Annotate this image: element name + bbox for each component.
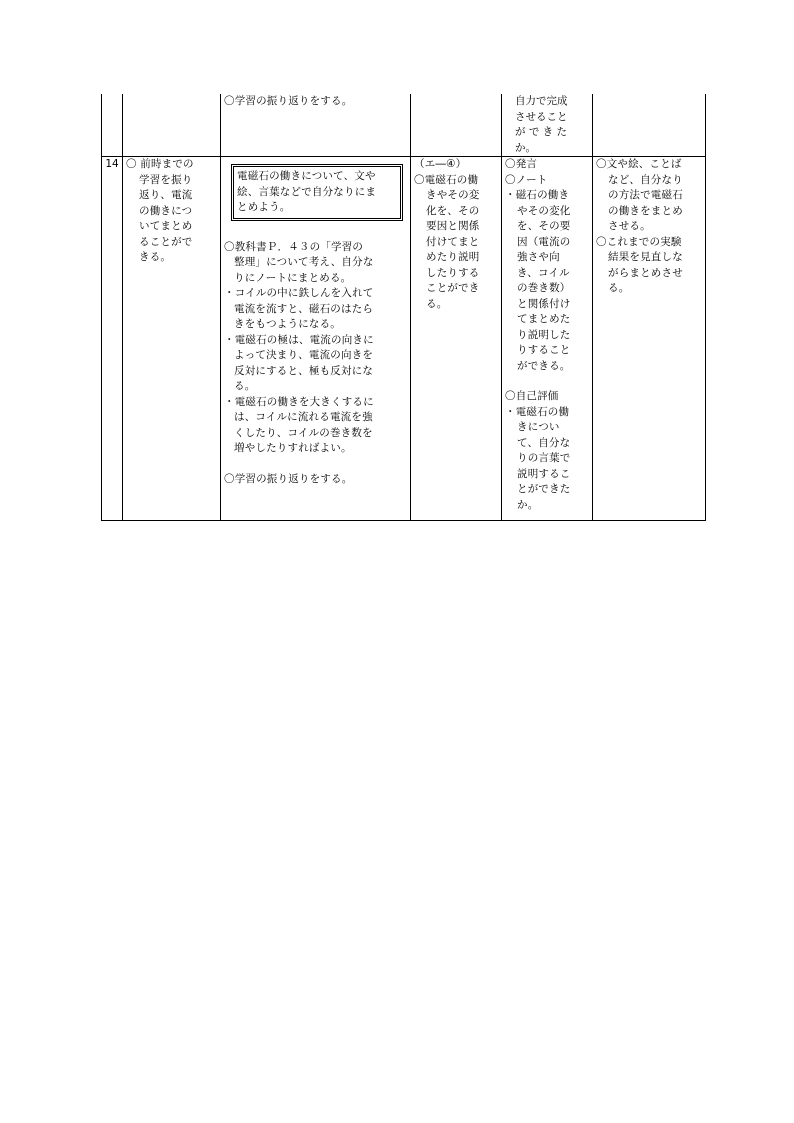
objective-line: 返り、電流 bbox=[139, 189, 193, 201]
support-cell bbox=[593, 157, 706, 521]
activity-line: 〇教科書Ｐ．４３の「学習の bbox=[224, 240, 364, 253]
activity-cell bbox=[221, 94, 411, 157]
evaluation-line: か。 bbox=[515, 141, 536, 154]
criterion-line: ことができ bbox=[426, 282, 480, 294]
criterion-cell bbox=[411, 94, 502, 157]
criterion-line: 要因と関係 bbox=[426, 220, 480, 232]
topic-line: とめよう。 bbox=[237, 201, 291, 213]
criterion-line: 〇電磁石の働 bbox=[414, 173, 479, 186]
activity-line: 増やしたりすればよい。 bbox=[234, 442, 352, 454]
activity-line: 〇学習の振り返りをする。 bbox=[224, 472, 353, 485]
evaluation-line: させること bbox=[515, 110, 568, 123]
objective-line: いてまとめ bbox=[139, 220, 193, 232]
criterion-line: る。 bbox=[426, 297, 448, 310]
evaluation-line: の巻き数） bbox=[517, 282, 571, 294]
objective-line: ることがで bbox=[139, 235, 193, 248]
support-line: 〇これまでの実験 bbox=[596, 235, 682, 248]
evaluation-line: ・磁石の働き bbox=[505, 189, 570, 201]
evaluation-line: りの言葉で bbox=[517, 452, 571, 464]
evaluation-line: ができる。 bbox=[517, 359, 571, 372]
evaluation-line: か。 bbox=[517, 498, 539, 511]
activity-item bbox=[224, 395, 407, 457]
evaluation-line: ・電磁石の働 bbox=[505, 405, 570, 418]
support-line: 〇文や絵、ことば bbox=[596, 158, 682, 170]
evaluation-line: が で き た bbox=[515, 126, 568, 138]
criterion-line: したりする bbox=[426, 266, 480, 279]
criterion-line: めたり説明 bbox=[426, 251, 480, 263]
topic-line: 電磁石の働きについて、文や bbox=[237, 170, 376, 182]
table-row bbox=[102, 94, 706, 157]
objective-line: 〇 前時までの bbox=[126, 158, 194, 170]
evaluation-line: とができた bbox=[517, 483, 571, 495]
activity-line: ・電磁石の働きを大きくするに bbox=[224, 395, 374, 408]
lesson-topic-box bbox=[231, 164, 403, 221]
objective-cell bbox=[123, 94, 221, 157]
support-line: る。 bbox=[608, 282, 630, 294]
objective-cell bbox=[123, 157, 221, 521]
evaluation-line: 〇自己評価 bbox=[505, 390, 559, 402]
evaluation-line: やその変化 bbox=[517, 204, 571, 217]
support-line: 結果を見直しな bbox=[608, 251, 683, 263]
evaluation-line: きについ bbox=[517, 421, 560, 433]
activity-line: ・コイルの中に鉄しんを入れて bbox=[224, 287, 374, 299]
evaluation-cell bbox=[502, 157, 593, 521]
activity-item bbox=[224, 286, 407, 333]
lesson-number: 14 bbox=[105, 158, 119, 170]
criterion-code: （エ―④） bbox=[414, 158, 467, 170]
activity-cell bbox=[221, 157, 411, 521]
evaluation-line: てまとめた bbox=[517, 313, 571, 325]
activity-item bbox=[224, 333, 407, 395]
lesson-number-cell bbox=[102, 94, 123, 157]
evaluation-line: を、その要 bbox=[517, 220, 571, 232]
evaluation-line: 〇発言 bbox=[505, 158, 538, 170]
activity-line: くしたり、コイルの巻き数を bbox=[234, 426, 373, 439]
criterion-line: きやその変 bbox=[426, 189, 480, 201]
table-row bbox=[102, 157, 706, 521]
evaluation-line: 自力で完成 bbox=[515, 95, 568, 107]
activity-line: ・電磁石の極は、電流の向きに bbox=[224, 333, 374, 346]
activity-line: は、コイルに流れる電流を強 bbox=[234, 411, 373, 423]
criterion-cell bbox=[411, 157, 502, 521]
activity-line: 〇学習の振り返りをする。 bbox=[224, 95, 353, 107]
objective-line: の働きにつ bbox=[139, 204, 193, 217]
evaluation-line: て、自分な bbox=[517, 436, 571, 449]
evaluation-line: 強さや向 bbox=[517, 251, 560, 263]
lesson-number-cell bbox=[102, 157, 123, 521]
support-cell bbox=[593, 94, 706, 157]
criterion-line: 付けてまと bbox=[426, 235, 480, 248]
support-line: がらまとめさせ bbox=[608, 266, 683, 279]
support-line: など、自分なり bbox=[608, 173, 683, 186]
activity-line: りにノートにまとめる。 bbox=[234, 271, 352, 284]
activity-line: よって決まり、電流の向きを bbox=[234, 349, 374, 361]
objective-line: きる。 bbox=[139, 251, 172, 263]
support-line: の方法で電磁石 bbox=[608, 189, 683, 201]
support-line: させる。 bbox=[608, 220, 651, 232]
activity-item bbox=[224, 240, 407, 287]
activity-line: きをもつようになる。 bbox=[234, 318, 341, 330]
objective-line: 学習を振り bbox=[139, 173, 193, 186]
topic-line: 絵、言葉などで自分なりにま bbox=[237, 185, 377, 198]
support-line: の働きをまとめ bbox=[608, 204, 683, 217]
evaluation-line: 〇ノート bbox=[505, 173, 548, 186]
evaluation-line: と関係付け bbox=[517, 297, 571, 310]
criterion-line: 化を、その bbox=[426, 204, 480, 217]
activity-line: 反対にすると、極も反対にな bbox=[234, 364, 374, 377]
evaluation-line: 説明するこ bbox=[517, 467, 571, 480]
activity-line: る。 bbox=[234, 380, 256, 392]
evaluation-line: り説明した bbox=[517, 328, 571, 341]
activity-line: 整理」について考え、自分な bbox=[234, 256, 374, 268]
lesson-plan-table bbox=[101, 94, 706, 521]
activity-item bbox=[224, 457, 407, 488]
evaluation-cell bbox=[502, 94, 593, 157]
evaluation-line: 因（電流の bbox=[517, 235, 571, 248]
activity-line: 電流を流すと、磁石のはたら bbox=[234, 302, 374, 315]
evaluation-line: りすること bbox=[517, 344, 571, 356]
evaluation-line: き、コイル bbox=[517, 266, 570, 279]
